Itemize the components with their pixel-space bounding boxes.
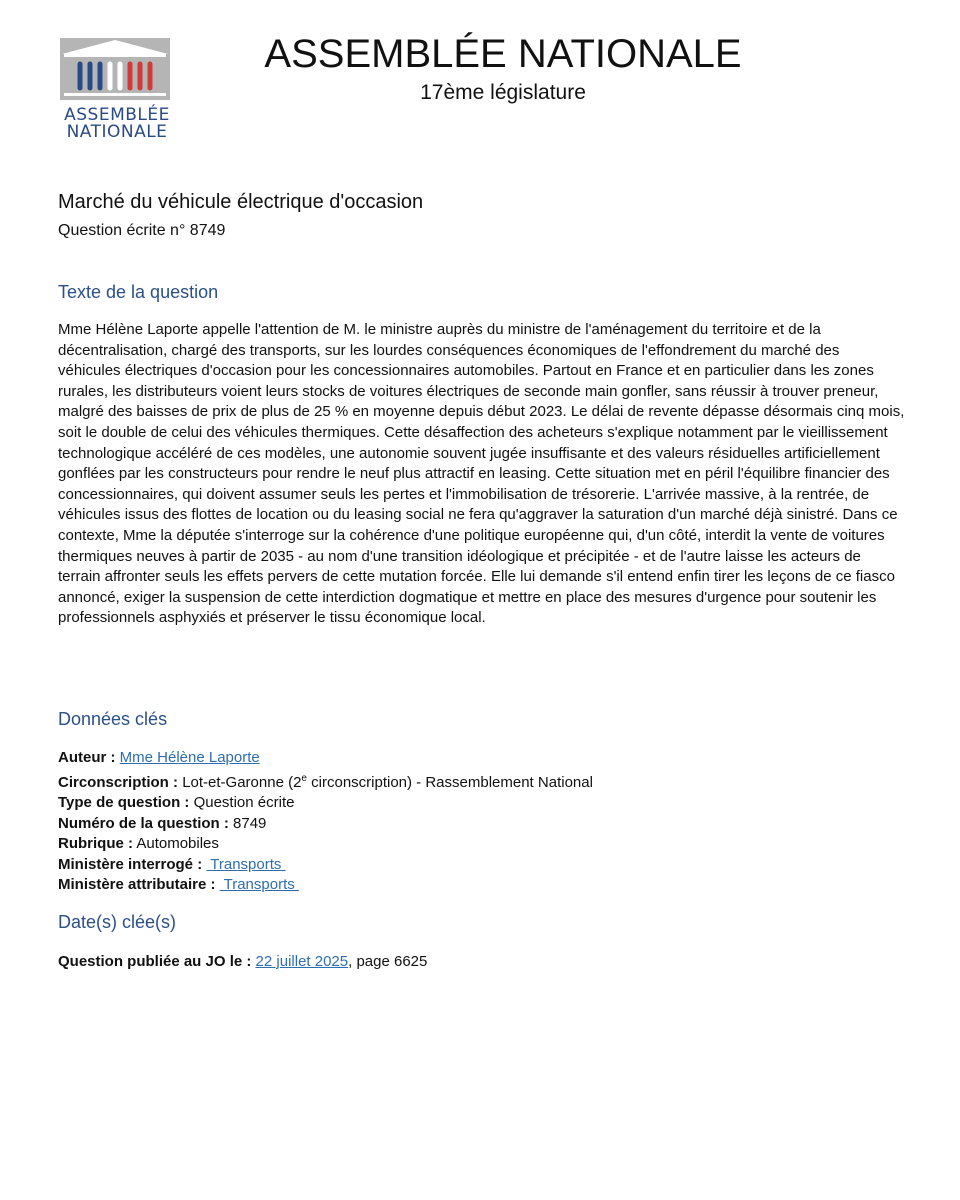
logo-text-line1: ASSEMBLÉE (64, 105, 170, 125)
ministry-questioned-label: Ministère interrogé : (58, 855, 203, 873)
hemicycle-icon (58, 36, 176, 104)
section-heading-key-data: Données clés (58, 709, 168, 729)
logo-text-line2: NATIONALE (66, 122, 168, 142)
ministry-questioned-link[interactable]: Transports (206, 855, 286, 873)
rubric-value: Automobiles (136, 835, 219, 852)
question-type-label: Type de question : (58, 794, 190, 811)
page-subtitle: 17ème législature (420, 81, 586, 104)
circonscription-label: Circonscription : (58, 773, 179, 791)
publication-date-link[interactable]: 22 juillet 2025 (255, 953, 349, 970)
page-title: ASSEMBLÉE NATIONALE (264, 32, 742, 76)
question-type-value: Question écrite (193, 794, 295, 811)
question-body: Mme Hélène Laporte appelle l'attention de M. le ministre auprès du ministre de l'aménagement du territoire et de la décentralisation, chargé des transports, sur les lourdes conséquences économiques de l'effondrement du marché des véhicules électriques d'occasion pour les concessionnaires automobiles. Partout en France et en particulier dans les zones rurales, les distributeurs voient leurs stocks de voitures électriques de seconde main gonfler, sans réussir à trouver preneur, malgré des baisses de prix de plus de 25 % en moyenne depuis début 2023. Le délai de revente dépasse désormais cinq mois, soit le double de celui des véhicules thermiques. Cette désaffection des acheteurs s'explique notamment par le vieillissement technologique accéléré de ces modèles, une autonomie souvent jugée insuffisante et des valeurs résiduelles artificiellement gonflées par les constructeurs pour rendre le neuf plus attractif en leasing. Cette situation met en péril l'équilibre financier des concessionnaires, qui doivent assumer seuls les pertes et l'immobilisation de trésorerie. L'arrivée massive, à la rentrée, de véhicules issus des flottes de location ou du leasing social ne fera qu'aggraver la saturation d'un marché déjà sinistré. Dans ce contexte, Mme la députée s'interroge sur la cohérence d'une politique européenne qui, d'un côté, interdit la vente de voitures thermiques neuves à partir de 2035 - au nom d'une transition idéologique et précipitée - et de l'autre laisse les acteurs de terrain affronter seuls les effets pervers de cette mutation forcée. Elle lui demande s'il entend enfin tirer les leçons de ce fiasco annoncé, exiger la suspension de cette interdiction dogmatique et mettre en place des mesures d'urgence pour soutenir les professionnels asphyxiés et préserver le tissu économique local. (58, 321, 905, 627)
publication-date-row (58, 952, 427, 972)
circonscription-value-end: circonscription) - Rassemblement National (306, 773, 593, 791)
question-title: Marché du véhicule électrique d'occasion (58, 191, 424, 213)
circonscription-value-start: Lot-et-Garonne (2 (182, 773, 302, 791)
question-number-value: 8749 (233, 814, 267, 832)
ministry-questioned-row (58, 855, 593, 876)
question-number-label: Numéro de la question : (58, 814, 229, 832)
assemblee-nationale-logo (58, 36, 176, 142)
question-number: Question écrite n° 8749 (58, 222, 226, 239)
publication-page: , page 6625 (348, 953, 428, 970)
author-label: Auteur : (58, 749, 116, 766)
rubric-row (58, 834, 593, 855)
section-heading-dates: Date(s) clée(s) (58, 912, 177, 932)
circonscription-row (58, 769, 593, 794)
section-heading-text: Texte de la question (58, 282, 219, 302)
rubric-label: Rubrique : (58, 835, 133, 852)
circonscription-ordinal: e (301, 772, 307, 784)
ministry-assigned-label: Ministère attributaire : (58, 876, 216, 893)
author-row (58, 748, 593, 769)
question-number-row (58, 814, 593, 835)
key-data-list (58, 748, 593, 896)
ministry-assigned-row (58, 875, 593, 896)
question-type-row (58, 793, 593, 814)
ministry-assigned-link[interactable]: Transports (219, 876, 299, 893)
author-link[interactable]: Mme Hélène Laporte (119, 749, 260, 766)
publication-label: Question publiée au JO le : (58, 953, 252, 970)
